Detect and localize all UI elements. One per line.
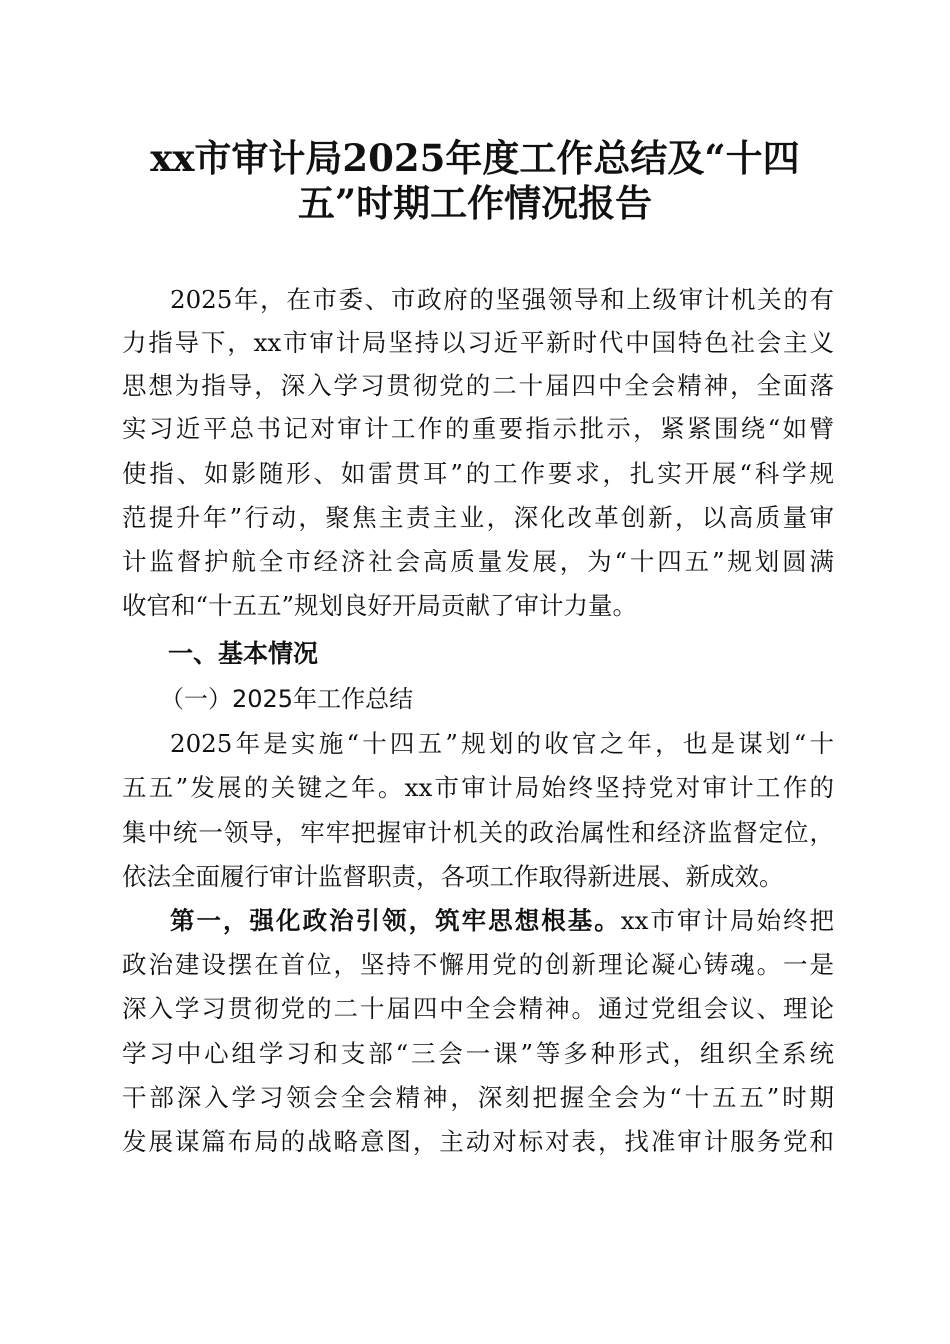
paragraph-line: 依法全面履行审计监督职责，各项工作取得新进展、新成效。 [122, 862, 784, 891]
paragraph-line: 2025年是实施“十四五”规划的收官之年，也是谋划“十 [170, 729, 834, 758]
point-lead-rest: xx市审计局始终把 [620, 906, 835, 935]
paragraph-line: 使指、如影随形、如雷贯耳”的工作要求，扎实开展“科学规 [122, 459, 834, 488]
paragraph-line: 力指导下，xx市审计局坚持以习近平新时代中国特色社会主义 [122, 328, 834, 357]
title-line-1: xx市审计局2025年度工作总结及“十四 [150, 136, 800, 180]
paragraph-line: 范提升年”行动，聚焦主责主业，深化改革创新，以高质量审 [122, 503, 834, 532]
paragraph-line: 思想为指导，深入学习贯彻党的二十届四中全会精神，全面落 [122, 371, 834, 400]
subsection-heading: （一）2025年工作总结 [160, 685, 414, 713]
point-lead: 第一，强化政治引领，筑牢思想根基。 [170, 906, 621, 935]
paragraph-line: 收官和“十五五”规划良好开局贡献了审计力量。 [122, 591, 638, 620]
title-line-2: 五”时期工作情况报告 [297, 181, 653, 225]
paragraph-line [170, 903, 834, 939]
paragraph-line: 发展谋篇布局的战略意图，主动对标对表，找准审计服务党和 [122, 1127, 834, 1156]
paragraph-line: 政治建设摆在首位，坚持不懈用党的创新理论凝心铸魂。一是 [122, 950, 834, 979]
paragraph-line: 干部深入学习领会全会精神，深刻把握全会为“十五五”时期 [122, 1083, 834, 1112]
paragraph-line: 学习中心组学习和支部“三会一课”等多种形式，组织全系统 [122, 1039, 834, 1068]
paragraph-line: 五五”发展的关键之年。xx市审计局始终坚持党对审计工作的 [122, 773, 834, 802]
paragraph-line: 2025年，在市委、市政府的坚强领导和上级审计机关的有 [170, 285, 834, 314]
paragraph-line: 计监督护航全市经济社会高质量发展，为“十四五”规划圆满 [122, 547, 834, 576]
paragraph-line: 实习近平总书记对审计工作的重要指示批示，紧紧围绕“如臂 [122, 414, 834, 443]
paragraph-line: 深入学习贯彻党的二十届四中全会精神。通过党组会议、理论 [122, 994, 834, 1023]
paragraph-line: 集中统一领导，牢牢把握审计机关的政治属性和经济监督定位， [122, 818, 834, 847]
section-heading: 一、基本情况 [168, 639, 319, 668]
